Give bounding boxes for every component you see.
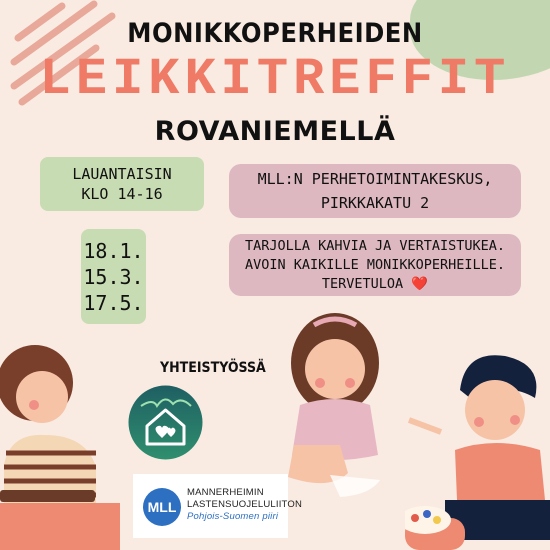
location-line-1: MLL:N PERHETOIMINTAKESKUS, (257, 170, 493, 188)
cooperation-label: YHTEISTYÖSSÄ (160, 360, 266, 376)
mll-logo-badge: MLL (143, 488, 181, 526)
date-item: 15.3. (83, 264, 144, 289)
boy-painting-illustration (405, 350, 550, 550)
location-line-2: PIRKKAKATU 2 (320, 194, 430, 212)
girl-with-instrument-illustration (0, 335, 120, 550)
title-main: LEIKKITREFFIT (39, 50, 511, 109)
monikkoperheet-logo (127, 384, 204, 461)
location-box (229, 164, 521, 218)
date-item: 18.1. (83, 238, 144, 263)
schedule-day: LAUANTAISIN (72, 165, 172, 183)
mll-name-line-1: MANNERHEIMIN (187, 487, 264, 498)
mll-region: Pohjois-Suomen piiri (187, 511, 279, 522)
info-line-3 (322, 275, 428, 294)
info-line-1: TARJOLLA KAHVIA JA VERTAISTUKEA. (244, 237, 506, 254)
info-line-2: AVOIN KAIKILLE MONIKKOPERHEILLE. (244, 256, 506, 273)
mll-logo-card (133, 474, 303, 538)
date-item: 17.5. (83, 290, 144, 315)
title-line-1: MONIKKOPERHEIDEN (127, 18, 423, 49)
schedule-time: KLO 14-16 (81, 185, 163, 203)
girl-drawing-illustration (270, 305, 400, 505)
welcome-text: TERVETULOA (321, 275, 404, 292)
title-line-3: ROVANIEMELLÄ (154, 116, 396, 147)
mll-name-line-2: LASTENSUOJELULIITON (187, 499, 303, 510)
heart-icon: ❤️ (411, 275, 429, 292)
dates-box (81, 229, 146, 324)
schedule-box (40, 157, 204, 211)
info-box (229, 234, 521, 296)
